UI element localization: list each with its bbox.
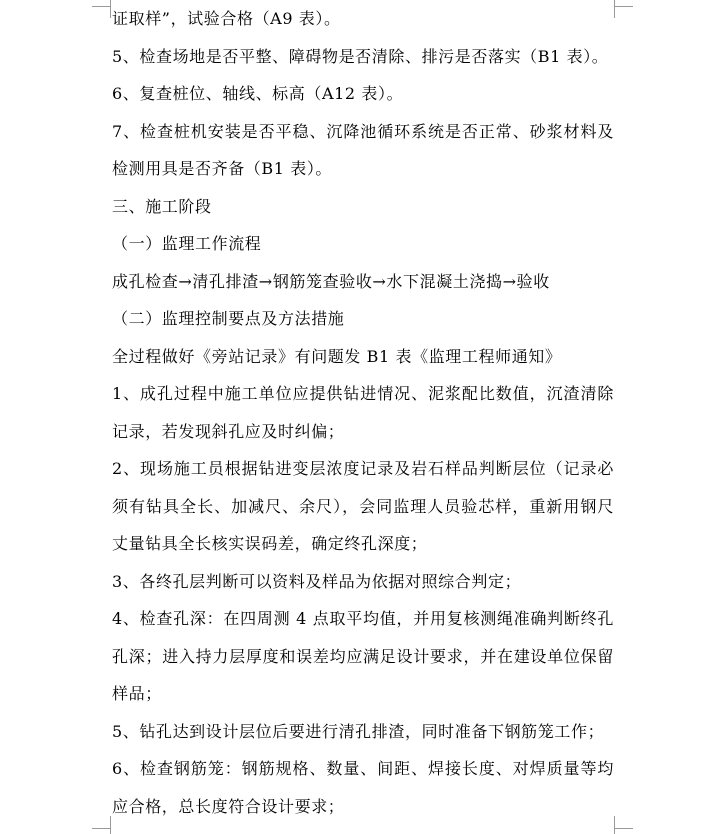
- workflow-line: 成孔检查→清孔排渣→钢筋笼查验收→水下混凝土浇捣→验收: [112, 271, 550, 291]
- text-line: 样品；: [112, 684, 162, 703]
- text-line: 孔深；进入持力层厚度和误差均应满足设计要求，并在建设单位保留: [112, 646, 614, 666]
- document-body: [112, 0, 614, 825]
- subsection-heading: （二）监理控制要点及方法措施: [112, 309, 345, 328]
- text-line: 7、检查桩机安装是否平稳、沉降池循环系统是否正常、砂浆材料及: [112, 121, 614, 141]
- text-line: 5、钻孔达到设计层位后要进行清孔排渣，同时准备下钢筋笼工作；: [112, 721, 605, 741]
- section-heading: 三、施工阶段: [112, 196, 212, 216]
- text-line: 5、检查场地是否平整、障碍物是否清除、排污是否落实（B1 表）。: [112, 46, 609, 66]
- subsection-heading: （一）监理工作流程: [112, 234, 262, 253]
- crop-mark-top-left: [92, 0, 111, 18]
- text-line: 6、检查钢筋笼：钢筋规格、数量、间距、焊接长度、对焊质量等均: [112, 759, 614, 778]
- text-line: 应合格，总长度符合设计要求；: [112, 796, 345, 816]
- text-line: 2、现场施工员根据钻进变层浓度记录及岩石样品判断层位（记录必: [112, 459, 614, 478]
- text-line: 丈量钻具全长核实误码差，确定终孔深度；: [112, 534, 428, 553]
- text-line: 6、复查桩位、轴线、标高（A12 表）。: [112, 84, 404, 103]
- text-line: 1、成孔过程中施工单位应提供钻进情况、泥浆配比数值，沉渣清除: [112, 384, 614, 403]
- text-line: 3、各终孔层判断可以资料及样品为依据对照综合判定；: [112, 571, 522, 591]
- crop-mark-bottom-right-h: [615, 828, 633, 829]
- text-line: 记录，若发现斜孔应及时纠偏；: [112, 421, 345, 441]
- text-line: 证取样”，试验合格（A9 表）。: [112, 9, 341, 28]
- text-line: 须有钻具全长、加减尺、余尺），会同监理人员验芯样，重新用钢尺: [112, 496, 614, 516]
- crop-mark-bottom-right: [614, 816, 633, 834]
- text-line: 4、检查孔深：在四周测 4 点取平均值，并用复核测绳准确判断终孔: [112, 609, 614, 628]
- crop-mark-bottom-left: [92, 816, 111, 834]
- crop-mark-top-left-h: [92, 6, 110, 7]
- crop-mark-bottom-left-h: [92, 828, 110, 829]
- text-line: 检测用具是否齐备（B1 表）。: [112, 159, 333, 178]
- text-line: 全过程做好《旁站记录》有问题发 B1 表《监理工程师通知》: [112, 346, 562, 366]
- crop-mark-top-right: [614, 0, 633, 18]
- crop-mark-top-right-h: [615, 6, 633, 7]
